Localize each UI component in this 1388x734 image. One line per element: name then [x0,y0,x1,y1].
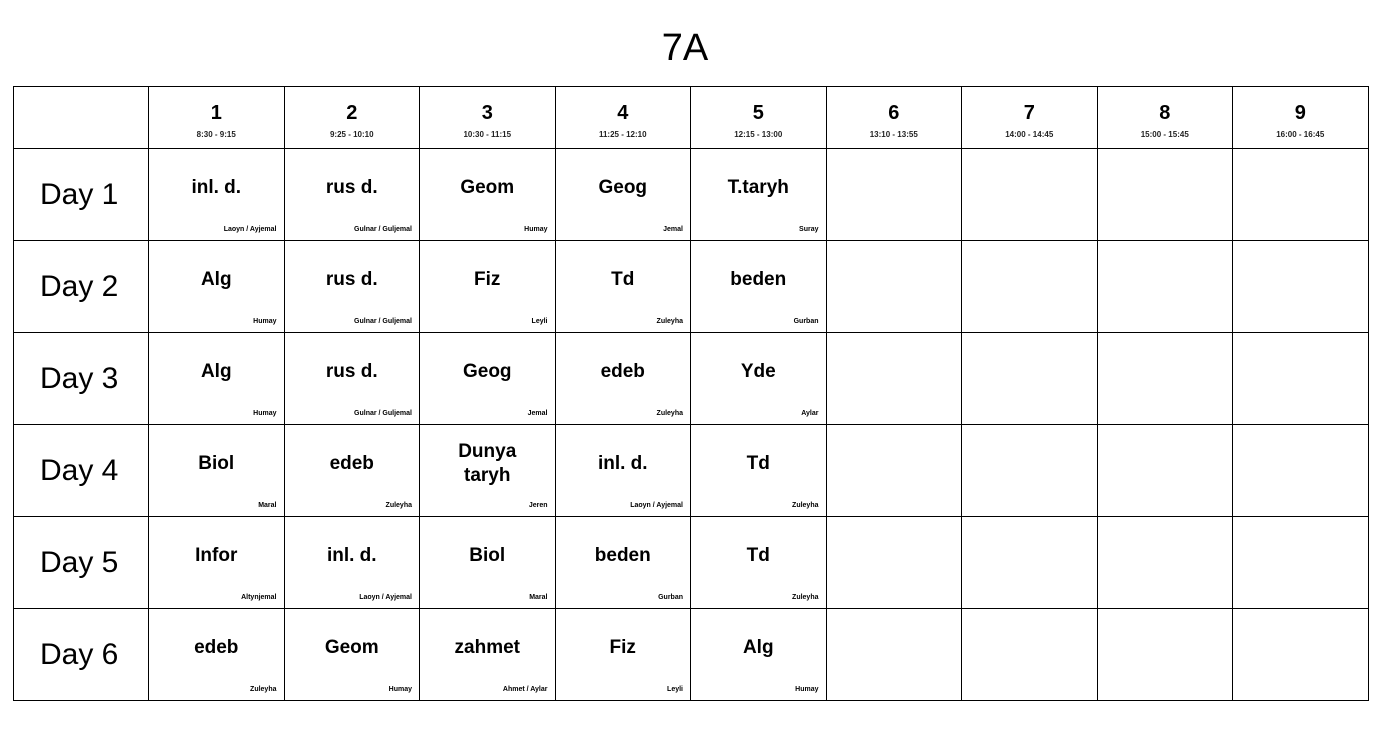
subject-name: inl. d. [597,452,648,474]
day-row [14,609,1369,701]
period-time: 12:15 - 13:00 [734,129,783,139]
day-label: Day 4 [40,453,119,487]
teacher-name: Leyli [531,318,548,325]
subject-name: edeb [329,452,374,474]
empty-cell [1097,517,1233,609]
lesson-cell [420,609,556,701]
lesson-cell [420,517,556,609]
teacher-name: Jeren [528,502,548,509]
teacher-name: Altynjemal [241,594,277,601]
timetable [13,86,1369,701]
teacher-name: Laoyn / Ayjemal [223,226,277,233]
period-header [1097,87,1233,149]
lesson-cell [284,333,420,425]
teacher-name: Leyli [667,686,683,693]
period-header [284,87,420,149]
subject-name: Dunya taryh [458,440,517,486]
teacher-name: Jemal [527,410,548,417]
lesson-cell [420,425,556,517]
lesson-cell [691,609,827,701]
lesson-cell [149,609,285,701]
lesson-cell [149,425,285,517]
teacher-name: Gurban [658,594,683,601]
period-time: 16:00 - 16:45 [1276,129,1325,139]
lesson-cell [691,241,827,333]
teacher-name: Humay [388,686,412,693]
empty-cell [962,241,1098,333]
empty-cell [1097,149,1233,241]
page-title: 7A [661,27,709,69]
lesson-cell [691,149,827,241]
teacher-name: Aylar [801,410,819,417]
empty-cell [962,149,1098,241]
teacher-name: Laoyn / Ayjemal [630,502,683,509]
teacher-name: Jemal [663,226,683,233]
teacher-name: Maral [258,502,277,509]
empty-cell [962,609,1098,701]
teacher-name: Laoyn / Ayjemal [359,594,412,601]
empty-cell [1233,609,1369,701]
lesson-cell [284,149,420,241]
day-label: Day 2 [40,269,119,303]
lesson-cell [284,517,420,609]
empty-cell [1233,241,1369,333]
empty-cell [1097,425,1233,517]
teacher-name: Gurban [793,318,819,325]
teacher-name: Gulnar / Guljemal [354,226,412,233]
subject-name: Yde [740,360,776,382]
teacher-name: Zuleyha [656,410,683,417]
teacher-name: Humay [253,318,277,325]
period-time: 13:10 - 13:55 [869,129,918,139]
teacher-name: Humay [795,686,819,693]
period-time: 9:25 - 10:10 [329,129,374,139]
empty-cell [826,517,962,609]
teacher-name: Zuleyha [385,502,412,509]
day-row [14,425,1369,517]
header-row [14,87,1369,149]
period-number: 5 [752,101,764,124]
period-number: 3 [481,101,493,124]
empty-cell [1097,609,1233,701]
period-header [1233,87,1369,149]
subject-name: Alg [200,360,232,382]
lesson-cell [284,425,420,517]
empty-cell [1233,425,1369,517]
period-header [691,87,827,149]
subject-name: edeb [600,360,645,382]
day-row [14,517,1369,609]
lesson-cell [149,333,285,425]
empty-cell [826,149,962,241]
subject-name: Biol [198,452,235,474]
lesson-cell [691,333,827,425]
day-label-cell [14,517,149,609]
subject-name: Fiz [609,636,636,658]
subject-name: rus d. [325,360,378,382]
subject-name: Td [746,544,770,566]
corner-cell [14,87,149,149]
lesson-cell [149,149,285,241]
teacher-name: Suray [799,226,819,233]
empty-cell [826,425,962,517]
empty-cell [1233,333,1369,425]
subject-name: Alg [742,636,774,658]
period-number: 6 [888,101,900,124]
empty-cell [826,333,962,425]
day-row [14,241,1369,333]
empty-cell [1233,149,1369,241]
teacher-name: Zuleyha [250,686,277,693]
subject-name: Infor [195,544,238,566]
day-label: Day 6 [40,637,119,671]
period-number: 9 [1294,101,1306,124]
period-header [962,87,1098,149]
lesson-cell [691,517,827,609]
subject-name: beden [730,268,787,290]
period-time: 8:30 - 9:15 [196,129,236,139]
subject-name: Biol [469,544,506,566]
lesson-cell [149,241,285,333]
teacher-name: Ahmet / Aylar [502,686,548,693]
empty-cell [962,425,1098,517]
subject-name: Geog [598,176,648,198]
empty-cell [1097,333,1233,425]
teacher-name: Gulnar / Guljemal [354,318,412,325]
period-number: 4 [617,101,629,124]
lesson-cell [555,425,691,517]
lesson-cell [555,517,691,609]
lesson-cell [555,609,691,701]
lesson-cell [420,149,556,241]
teacher-name: Zuleyha [792,594,819,601]
empty-cell [826,609,962,701]
lesson-cell [284,609,420,701]
lesson-cell [555,149,691,241]
period-time: 11:25 - 12:10 [598,129,647,139]
lesson-cell [691,425,827,517]
teacher-name: Zuleyha [792,502,819,509]
period-header [149,87,285,149]
day-label: Day 5 [40,545,119,579]
subject-name: rus d. [325,268,378,290]
teacher-name: Gulnar / Guljemal [354,410,412,417]
period-number: 1 [210,101,222,124]
day-row [14,149,1369,241]
subject-name: zahmet [454,636,520,658]
teacher-name: Humay [253,410,277,417]
lesson-cell [555,241,691,333]
subject-name: rus d. [325,176,378,198]
period-number: 7 [1023,101,1035,124]
day-label-cell [14,241,149,333]
period-number: 2 [346,101,358,124]
period-header [555,87,691,149]
empty-cell [962,517,1098,609]
subject-name: Geom [460,176,515,198]
period-number: 8 [1159,101,1171,124]
subject-name: Geom [324,636,379,658]
subject-name: Geog [462,360,512,382]
day-label-cell [14,425,149,517]
lesson-cell [420,241,556,333]
lesson-cell [555,333,691,425]
empty-cell [826,241,962,333]
subject-name: Alg [200,268,232,290]
subject-name: inl. d. [191,176,242,198]
day-label: Day 1 [40,177,119,211]
subject-name: Fiz [474,268,501,290]
teacher-name: Maral [529,594,548,601]
teacher-name: Zuleyha [656,318,683,325]
period-header [826,87,962,149]
subject-name: inl. d. [326,544,377,566]
lesson-cell [149,517,285,609]
lesson-cell [284,241,420,333]
subject-name: edeb [194,636,239,658]
subject-name: Td [611,268,635,290]
period-header [420,87,556,149]
teacher-name: Humay [524,226,548,233]
empty-cell [962,333,1098,425]
empty-cell [1097,241,1233,333]
lesson-cell [420,333,556,425]
day-label-cell [14,609,149,701]
day-row [14,333,1369,425]
period-time: 10:30 - 11:15 [463,129,512,139]
day-label: Day 3 [40,361,119,395]
subject-name: T.taryh [727,176,789,198]
day-label-cell [14,333,149,425]
period-time: 15:00 - 15:45 [1140,129,1189,139]
subject-name: Td [746,452,770,474]
empty-cell [1233,517,1369,609]
day-label-cell [14,149,149,241]
period-time: 14:00 - 14:45 [1005,129,1054,139]
subject-name: beden [594,544,651,566]
